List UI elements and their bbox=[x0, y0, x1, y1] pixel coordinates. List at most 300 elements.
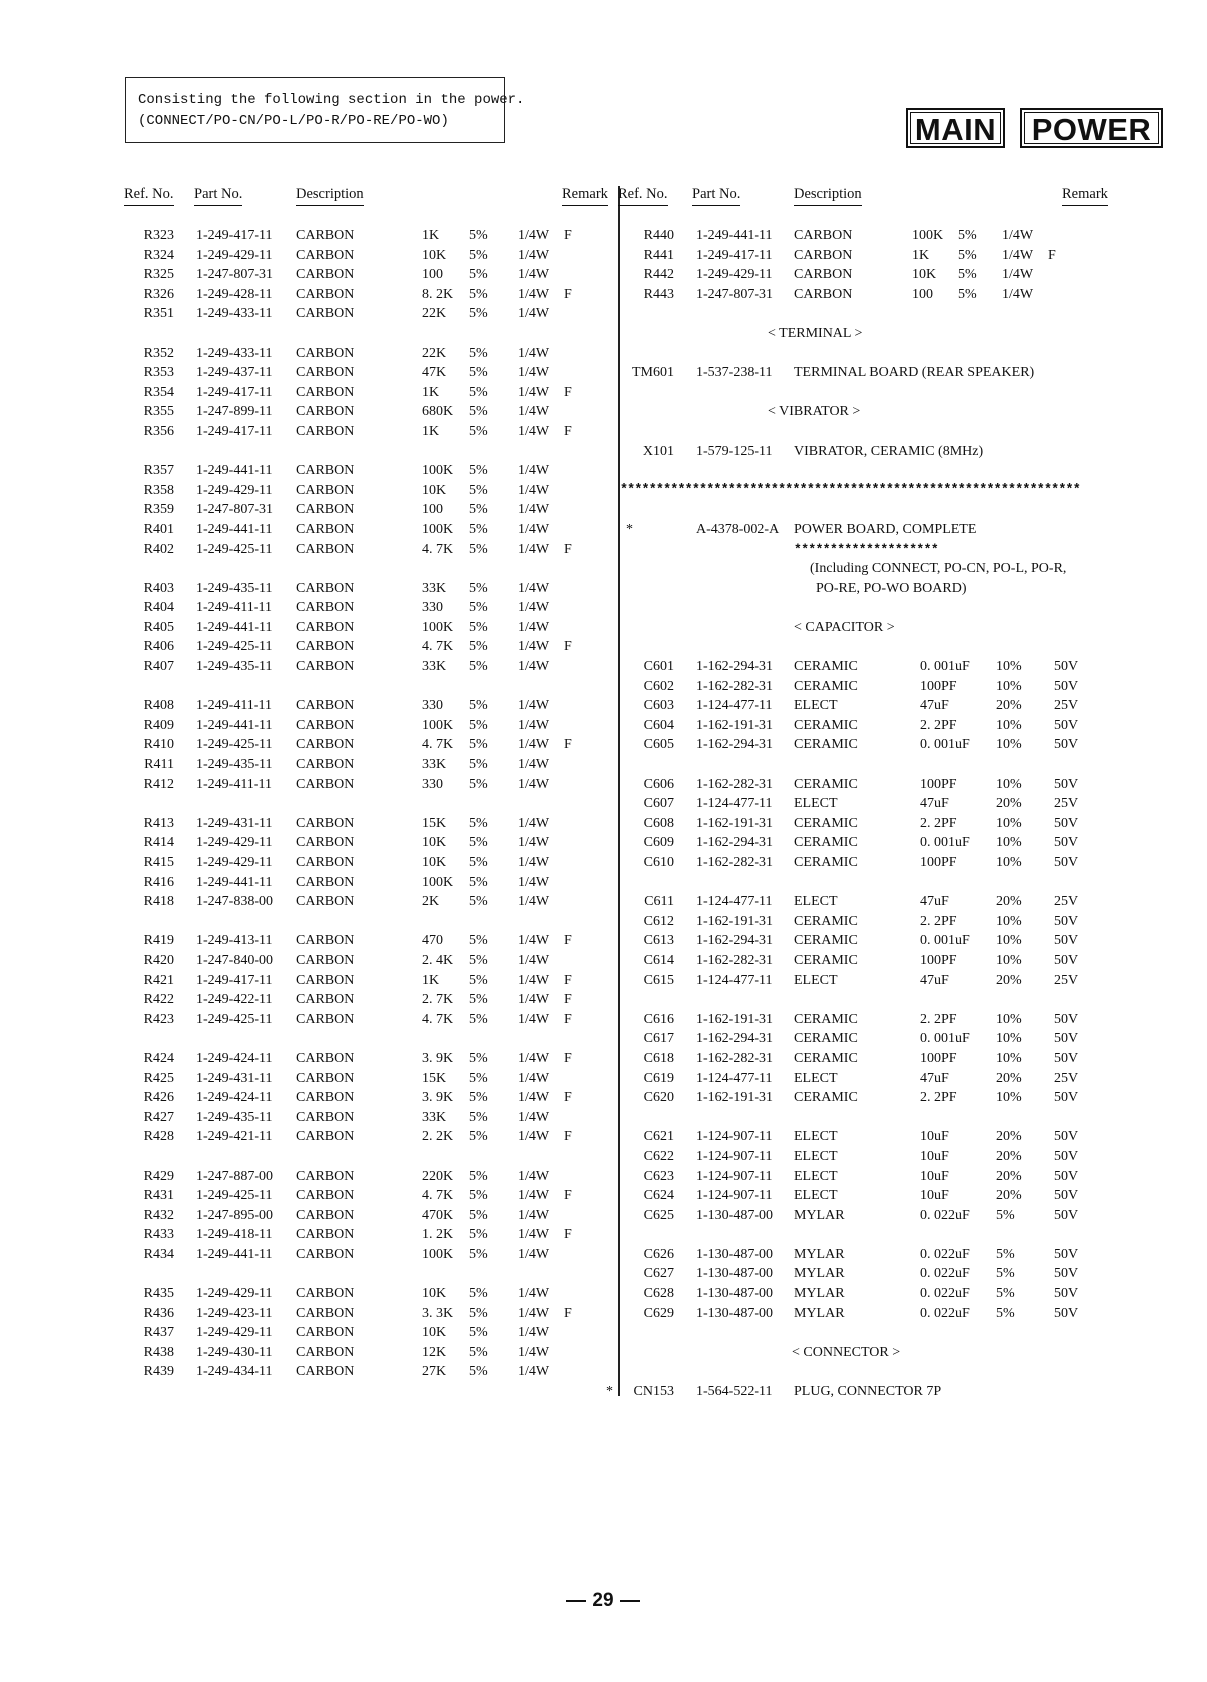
ref-no: R409 bbox=[143, 717, 174, 733]
tolerance: 5% bbox=[469, 1246, 488, 1262]
tolerance: 20% bbox=[996, 972, 1022, 988]
part-no: 1-162-294-31 bbox=[696, 933, 773, 949]
value: 10uF bbox=[920, 1188, 949, 1204]
ref-no: R421 bbox=[143, 972, 174, 988]
ref-no-header: Ref. No. bbox=[124, 186, 174, 206]
tolerance: 5% bbox=[996, 1207, 1015, 1223]
ref-no: C602 bbox=[643, 678, 674, 694]
description: ELECT bbox=[794, 1168, 838, 1184]
ref-no: R437 bbox=[143, 1325, 174, 1341]
resistor-row bbox=[124, 755, 617, 775]
description: ELECT bbox=[794, 1129, 838, 1145]
description: CARBON bbox=[296, 502, 355, 518]
part-no: 1-162-294-31 bbox=[696, 659, 773, 675]
part-no: 1-130-487-00 bbox=[696, 1305, 773, 1321]
value: 100PF bbox=[920, 952, 957, 968]
remark: F bbox=[564, 1050, 572, 1066]
ref-no: R407 bbox=[143, 659, 174, 675]
value: 100K bbox=[912, 228, 944, 243]
tolerance: 5% bbox=[469, 365, 488, 381]
part-no: 1-249-429-11 bbox=[196, 247, 273, 263]
resistor-row bbox=[124, 853, 617, 873]
ref-no: R424 bbox=[143, 1050, 174, 1066]
board-including-row-2 bbox=[626, 579, 1126, 599]
capacitor-row bbox=[626, 951, 1126, 971]
part-no: 1-124-477-11 bbox=[696, 698, 773, 714]
tolerance: 10% bbox=[996, 659, 1022, 675]
value: 15K bbox=[422, 815, 447, 831]
description: CARBON bbox=[296, 365, 355, 381]
ref-no: R422 bbox=[143, 992, 174, 1008]
part-no-header: Part No. bbox=[692, 186, 740, 206]
tolerance: 10% bbox=[996, 933, 1022, 949]
resistor-row bbox=[124, 716, 617, 736]
part-no: 1-130-487-00 bbox=[696, 1246, 773, 1262]
ref-no: R324 bbox=[143, 247, 174, 263]
value: 4. 7K bbox=[422, 639, 454, 655]
resistor-row bbox=[124, 990, 617, 1010]
ref-no: C624 bbox=[643, 1188, 674, 1204]
description: CARBON bbox=[296, 580, 355, 596]
voltage: 50V bbox=[1054, 1305, 1079, 1321]
description: CARBON bbox=[296, 737, 355, 753]
value: 22K bbox=[422, 306, 447, 322]
right-column-header bbox=[618, 186, 1126, 226]
value: 100K bbox=[422, 463, 454, 479]
description: CARBON bbox=[296, 933, 355, 949]
vibrator-section-label: < VIBRATOR > bbox=[768, 404, 861, 420]
wattage: 1/4W bbox=[518, 874, 550, 890]
description: MYLAR bbox=[794, 1207, 845, 1223]
tolerance: 5% bbox=[469, 1305, 488, 1321]
wattage: 1/4W bbox=[518, 1305, 550, 1321]
connector-section-label: < CONNECTOR > bbox=[792, 1344, 901, 1360]
wattage: 1/4W bbox=[518, 815, 550, 831]
description: CARBON bbox=[296, 306, 355, 322]
resistor-row bbox=[124, 1284, 617, 1304]
wattage: 1/4W bbox=[518, 423, 550, 439]
value: 27K bbox=[422, 1364, 447, 1380]
capacitor-section-label: < CAPACITOR > bbox=[794, 619, 895, 635]
description: MYLAR bbox=[794, 1286, 845, 1302]
part-no: 1-124-477-11 bbox=[696, 894, 773, 910]
ref-no: R403 bbox=[143, 580, 174, 596]
vibrator-part-no: 1-579-125-11 bbox=[696, 443, 773, 459]
description-header: Description bbox=[794, 186, 862, 206]
value: 100K bbox=[422, 619, 454, 635]
part-no: 1-249-433-11 bbox=[196, 306, 273, 322]
value: 1K bbox=[422, 972, 440, 988]
part-no: 1-249-434-11 bbox=[196, 1364, 273, 1380]
part-no: 1-162-191-31 bbox=[696, 815, 773, 831]
wattage: 1/4W bbox=[518, 1188, 550, 1204]
ref-no: R443 bbox=[643, 286, 674, 302]
part-no: 1-249-417-11 bbox=[696, 247, 773, 263]
terminal-description: TERMINAL BOARD (REAR SPEAKER) bbox=[794, 365, 1035, 381]
value: 100K bbox=[422, 874, 454, 890]
voltage: 25V bbox=[1054, 1070, 1079, 1086]
value: 33K bbox=[422, 580, 447, 596]
tolerance: 5% bbox=[469, 228, 488, 243]
voltage: 50V bbox=[1054, 952, 1079, 968]
tolerance: 10% bbox=[996, 717, 1022, 733]
ref-no: R352 bbox=[143, 345, 174, 361]
value: 1. 2K bbox=[422, 1227, 454, 1243]
value: 100PF bbox=[920, 855, 957, 870]
ref-no: R416 bbox=[143, 874, 174, 890]
value: 2. 2PF bbox=[920, 815, 957, 831]
value: 0. 001uF bbox=[920, 1031, 970, 1047]
resistor-row bbox=[626, 246, 1126, 266]
tolerance: 5% bbox=[469, 815, 488, 831]
ref-no: R359 bbox=[143, 502, 174, 518]
resistor-row bbox=[124, 1127, 617, 1147]
description: CARBON bbox=[296, 228, 355, 243]
part-no: 1-249-425-11 bbox=[196, 1188, 273, 1204]
description: CERAMIC bbox=[794, 1050, 858, 1066]
resistor-row bbox=[124, 1069, 617, 1089]
tolerance: 5% bbox=[469, 463, 488, 479]
description: CARBON bbox=[296, 894, 355, 910]
description: CARBON bbox=[296, 698, 355, 714]
part-no: 1-162-191-31 bbox=[696, 1011, 773, 1027]
voltage: 50V bbox=[1054, 717, 1079, 733]
part-no: 1-249-421-11 bbox=[196, 1129, 273, 1145]
wattage: 1/4W bbox=[518, 502, 550, 518]
voltage: 50V bbox=[1054, 1246, 1079, 1262]
description: CARBON bbox=[296, 855, 355, 870]
vibrator-row bbox=[626, 442, 1126, 462]
voltage: 25V bbox=[1054, 698, 1079, 714]
part-no: 1-249-417-11 bbox=[196, 384, 273, 400]
resistor-row bbox=[124, 1088, 617, 1108]
voltage: 50V bbox=[1054, 1168, 1079, 1184]
tolerance: 5% bbox=[469, 855, 488, 870]
value: 47uF bbox=[920, 894, 949, 910]
description: CARBON bbox=[296, 1227, 355, 1243]
ref-no: R427 bbox=[143, 1109, 174, 1125]
description: CERAMIC bbox=[794, 659, 858, 675]
resistor-row bbox=[124, 402, 617, 422]
value: 10K bbox=[422, 247, 447, 263]
tolerance: 5% bbox=[469, 267, 488, 283]
tolerance: 20% bbox=[996, 796, 1022, 812]
capacitor-row bbox=[626, 971, 1126, 991]
ref-no: R357 bbox=[143, 463, 174, 479]
tolerance: 5% bbox=[469, 933, 488, 949]
capacitor-row bbox=[626, 1245, 1126, 1265]
part-no: 1-249-418-11 bbox=[196, 1227, 273, 1243]
wattage: 1/4W bbox=[518, 992, 550, 1008]
star-separator-text: **************************************************************** bbox=[620, 482, 1080, 498]
ref-no: R436 bbox=[143, 1305, 174, 1321]
voltage: 50V bbox=[1054, 913, 1079, 929]
description: CERAMIC bbox=[794, 1090, 858, 1106]
description: CERAMIC bbox=[794, 678, 858, 694]
wattage: 1/4W bbox=[518, 345, 550, 361]
wattage: 1/4W bbox=[518, 717, 550, 733]
tolerance: 5% bbox=[469, 1070, 488, 1086]
wattage: 1/4W bbox=[518, 404, 550, 420]
group-gap bbox=[124, 324, 617, 344]
part-no: 1-247-807-31 bbox=[196, 267, 273, 283]
ref-no: R413 bbox=[143, 815, 174, 831]
left-parts-list bbox=[124, 226, 617, 1382]
description: CARBON bbox=[296, 952, 355, 968]
ref-no: R402 bbox=[143, 541, 174, 557]
wattage: 1/4W bbox=[518, 1207, 550, 1223]
group-gap bbox=[626, 990, 1126, 1010]
description: MYLAR bbox=[794, 1246, 845, 1262]
part-no: 1-247-840-00 bbox=[196, 952, 273, 968]
capacitor-row bbox=[626, 1206, 1126, 1226]
capacitor-row bbox=[626, 677, 1126, 697]
ref-no: R441 bbox=[643, 247, 674, 263]
ref-no: R415 bbox=[143, 855, 174, 870]
resistor-row bbox=[124, 1323, 617, 1343]
description: ELECT bbox=[794, 796, 838, 812]
wattage: 1/4W bbox=[518, 306, 550, 322]
wattage: 1/4W bbox=[518, 855, 550, 870]
ref-no: R428 bbox=[143, 1129, 174, 1145]
tolerance: 5% bbox=[469, 1344, 488, 1360]
remark: F bbox=[564, 423, 572, 439]
description: CERAMIC bbox=[794, 1031, 858, 1047]
tolerance: 10% bbox=[996, 1011, 1022, 1027]
value: 12K bbox=[422, 1344, 447, 1360]
description: CARBON bbox=[296, 639, 355, 655]
resistor-row bbox=[124, 657, 617, 677]
value: 4. 7K bbox=[422, 737, 454, 753]
description: CARBON bbox=[296, 463, 355, 479]
description: CERAMIC bbox=[794, 815, 858, 831]
tolerance: 10% bbox=[996, 776, 1022, 792]
ref-no: R433 bbox=[143, 1227, 174, 1243]
value: 33K bbox=[422, 659, 447, 675]
part-no-header: Part No. bbox=[194, 186, 242, 206]
part-no: 1-249-441-11 bbox=[696, 228, 773, 243]
ref-no: C609 bbox=[643, 835, 674, 851]
group-gap bbox=[124, 1029, 617, 1049]
resistor-row bbox=[124, 226, 617, 246]
ref-no: C623 bbox=[643, 1168, 674, 1184]
description: CARBON bbox=[296, 1109, 355, 1125]
resistor-row bbox=[124, 285, 617, 305]
resistor-row bbox=[124, 500, 617, 520]
tolerance: 5% bbox=[469, 1227, 488, 1243]
voltage: 50V bbox=[1054, 1031, 1079, 1047]
group-gap bbox=[124, 1264, 617, 1284]
wattage: 1/4W bbox=[518, 835, 550, 851]
tolerance: 5% bbox=[958, 247, 977, 263]
remark: F bbox=[564, 992, 572, 1008]
description: CARBON bbox=[296, 1050, 355, 1066]
value: 2. 2PF bbox=[920, 1011, 957, 1027]
board-mark: * bbox=[626, 521, 633, 537]
part-no: 1-249-417-11 bbox=[196, 423, 273, 439]
description: MYLAR bbox=[794, 1305, 845, 1321]
ref-no: C607 bbox=[643, 796, 674, 812]
group-gap bbox=[124, 677, 617, 697]
capacitor-row bbox=[626, 892, 1126, 912]
value: 33K bbox=[422, 757, 447, 773]
tolerance: 5% bbox=[469, 600, 488, 616]
description: CARBON bbox=[296, 1070, 355, 1086]
ref-no: C603 bbox=[643, 698, 674, 714]
part-no: 1-249-429-11 bbox=[196, 1325, 273, 1341]
terminal-row bbox=[626, 363, 1126, 383]
part-no: 1-249-425-11 bbox=[196, 1011, 273, 1027]
resistor-row bbox=[124, 931, 617, 951]
part-no: 1-249-423-11 bbox=[196, 1305, 273, 1321]
right-resistor-list bbox=[626, 226, 1126, 304]
tolerance: 5% bbox=[469, 1207, 488, 1223]
terminal-part-no: 1-537-238-11 bbox=[696, 365, 773, 381]
description: CARBON bbox=[296, 1325, 355, 1341]
description: CARBON bbox=[296, 874, 355, 890]
page-number-text: 29 bbox=[592, 1590, 614, 1611]
ref-no: R431 bbox=[143, 1188, 174, 1204]
part-no: 1-249-435-11 bbox=[196, 659, 273, 675]
value: 100 bbox=[422, 267, 443, 283]
part-no: 1-249-425-11 bbox=[196, 737, 273, 753]
resistor-row bbox=[124, 696, 617, 716]
remark: F bbox=[564, 972, 572, 988]
part-no: 1-247-807-31 bbox=[196, 502, 273, 518]
wattage: 1/4W bbox=[1002, 228, 1034, 243]
value: 10uF bbox=[920, 1148, 949, 1164]
board-including-row-1 bbox=[626, 559, 1126, 579]
tolerance: 10% bbox=[996, 952, 1022, 968]
capacitor-row bbox=[626, 1284, 1126, 1304]
resistor-row bbox=[124, 775, 617, 795]
wattage: 1/4W bbox=[518, 952, 550, 968]
description: CARBON bbox=[296, 521, 355, 537]
description: CARBON bbox=[296, 835, 355, 851]
ref-no: C629 bbox=[643, 1305, 674, 1321]
group-gap bbox=[626, 755, 1126, 775]
tolerance: 5% bbox=[996, 1266, 1015, 1282]
resistor-row bbox=[124, 1362, 617, 1382]
capacitor-row bbox=[626, 912, 1126, 932]
group-gap bbox=[124, 442, 617, 462]
ref-no: C606 bbox=[643, 776, 674, 792]
description: CARBON bbox=[296, 619, 355, 635]
wattage: 1/4W bbox=[518, 541, 550, 557]
wattage: 1/4W bbox=[518, 384, 550, 400]
ref-no: R351 bbox=[143, 306, 174, 322]
tolerance: 10% bbox=[996, 678, 1022, 694]
part-no: 1-249-425-11 bbox=[196, 541, 273, 557]
part-no: 1-249-424-11 bbox=[196, 1090, 273, 1106]
part-no: 1-249-429-11 bbox=[196, 835, 273, 851]
resistor-row bbox=[124, 540, 617, 560]
voltage: 50V bbox=[1054, 1090, 1079, 1106]
board-description: POWER BOARD, COMPLETE bbox=[794, 521, 977, 537]
resistor-row bbox=[124, 363, 617, 383]
ref-no: R442 bbox=[643, 267, 674, 283]
ref-no: R440 bbox=[643, 228, 674, 243]
ref-no: R419 bbox=[143, 933, 174, 949]
ref-no: R325 bbox=[143, 267, 174, 283]
description: CARBON bbox=[296, 717, 355, 733]
value: 10K bbox=[422, 1286, 447, 1302]
tolerance: 5% bbox=[469, 286, 488, 302]
value: 0. 001uF bbox=[920, 933, 970, 949]
description: ELECT bbox=[794, 698, 838, 714]
tolerance: 5% bbox=[469, 717, 488, 733]
resistor-row bbox=[124, 520, 617, 540]
description: CARBON bbox=[296, 815, 355, 831]
ref-no: R405 bbox=[143, 619, 174, 635]
value: 4. 7K bbox=[422, 1011, 454, 1027]
group-gap bbox=[124, 794, 617, 814]
voltage: 25V bbox=[1054, 972, 1079, 988]
value: 0. 022uF bbox=[920, 1207, 970, 1223]
tolerance: 5% bbox=[958, 228, 977, 243]
description: CARBON bbox=[296, 1168, 355, 1184]
tolerance: 5% bbox=[469, 1325, 488, 1341]
remark: F bbox=[564, 1129, 572, 1145]
resistor-row bbox=[124, 1186, 617, 1206]
wattage: 1/4W bbox=[518, 639, 550, 655]
value: 330 bbox=[422, 698, 443, 714]
left-parts-column bbox=[124, 186, 617, 1382]
voltage: 50V bbox=[1054, 1050, 1079, 1066]
capacitor-row bbox=[626, 1049, 1126, 1069]
part-no: 1-124-477-11 bbox=[696, 796, 773, 812]
part-no: 1-162-191-31 bbox=[696, 1090, 773, 1106]
part-no: 1-249-431-11 bbox=[196, 815, 273, 831]
capacitor-list bbox=[626, 657, 1126, 1323]
value: 330 bbox=[422, 776, 443, 792]
right-parts-column bbox=[606, 186, 1126, 1402]
ref-no-header: Ref. No. bbox=[618, 186, 668, 206]
part-no: 1-162-294-31 bbox=[696, 835, 773, 851]
value: 2. 4K bbox=[422, 952, 454, 968]
tolerance: 10% bbox=[996, 835, 1022, 851]
ref-no: C616 bbox=[643, 1011, 674, 1027]
remark: F bbox=[564, 228, 572, 243]
group-gap bbox=[124, 1147, 617, 1167]
ref-no: R429 bbox=[143, 1168, 174, 1184]
terminal-section-label: < TERMINAL > bbox=[768, 325, 863, 341]
wattage: 1/4W bbox=[518, 521, 550, 537]
tolerance: 20% bbox=[996, 894, 1022, 910]
part-no: 1-162-191-31 bbox=[696, 913, 773, 929]
description: CARBON bbox=[296, 1129, 355, 1145]
value: 330 bbox=[422, 600, 443, 616]
wattage: 1/4W bbox=[518, 1070, 550, 1086]
remark: F bbox=[564, 1011, 572, 1027]
ref-no: C627 bbox=[643, 1266, 674, 1282]
value: 680K bbox=[422, 404, 454, 420]
remark: F bbox=[564, 286, 572, 302]
voltage: 25V bbox=[1054, 894, 1079, 910]
power-badge: POWER bbox=[1020, 108, 1163, 148]
tolerance: 5% bbox=[469, 874, 488, 890]
remark: F bbox=[564, 384, 572, 400]
board-including-line-2: PO-RE, PO-WO BOARD) bbox=[816, 580, 967, 596]
ref-no: R412 bbox=[143, 776, 174, 792]
tolerance: 5% bbox=[469, 639, 488, 655]
part-no: 1-249-441-11 bbox=[196, 1246, 273, 1262]
wattage: 1/4W bbox=[518, 1168, 550, 1184]
tolerance: 5% bbox=[469, 894, 488, 910]
resistor-row bbox=[124, 814, 617, 834]
group-gap bbox=[626, 1108, 1126, 1128]
part-no: 1-249-429-11 bbox=[196, 482, 273, 498]
